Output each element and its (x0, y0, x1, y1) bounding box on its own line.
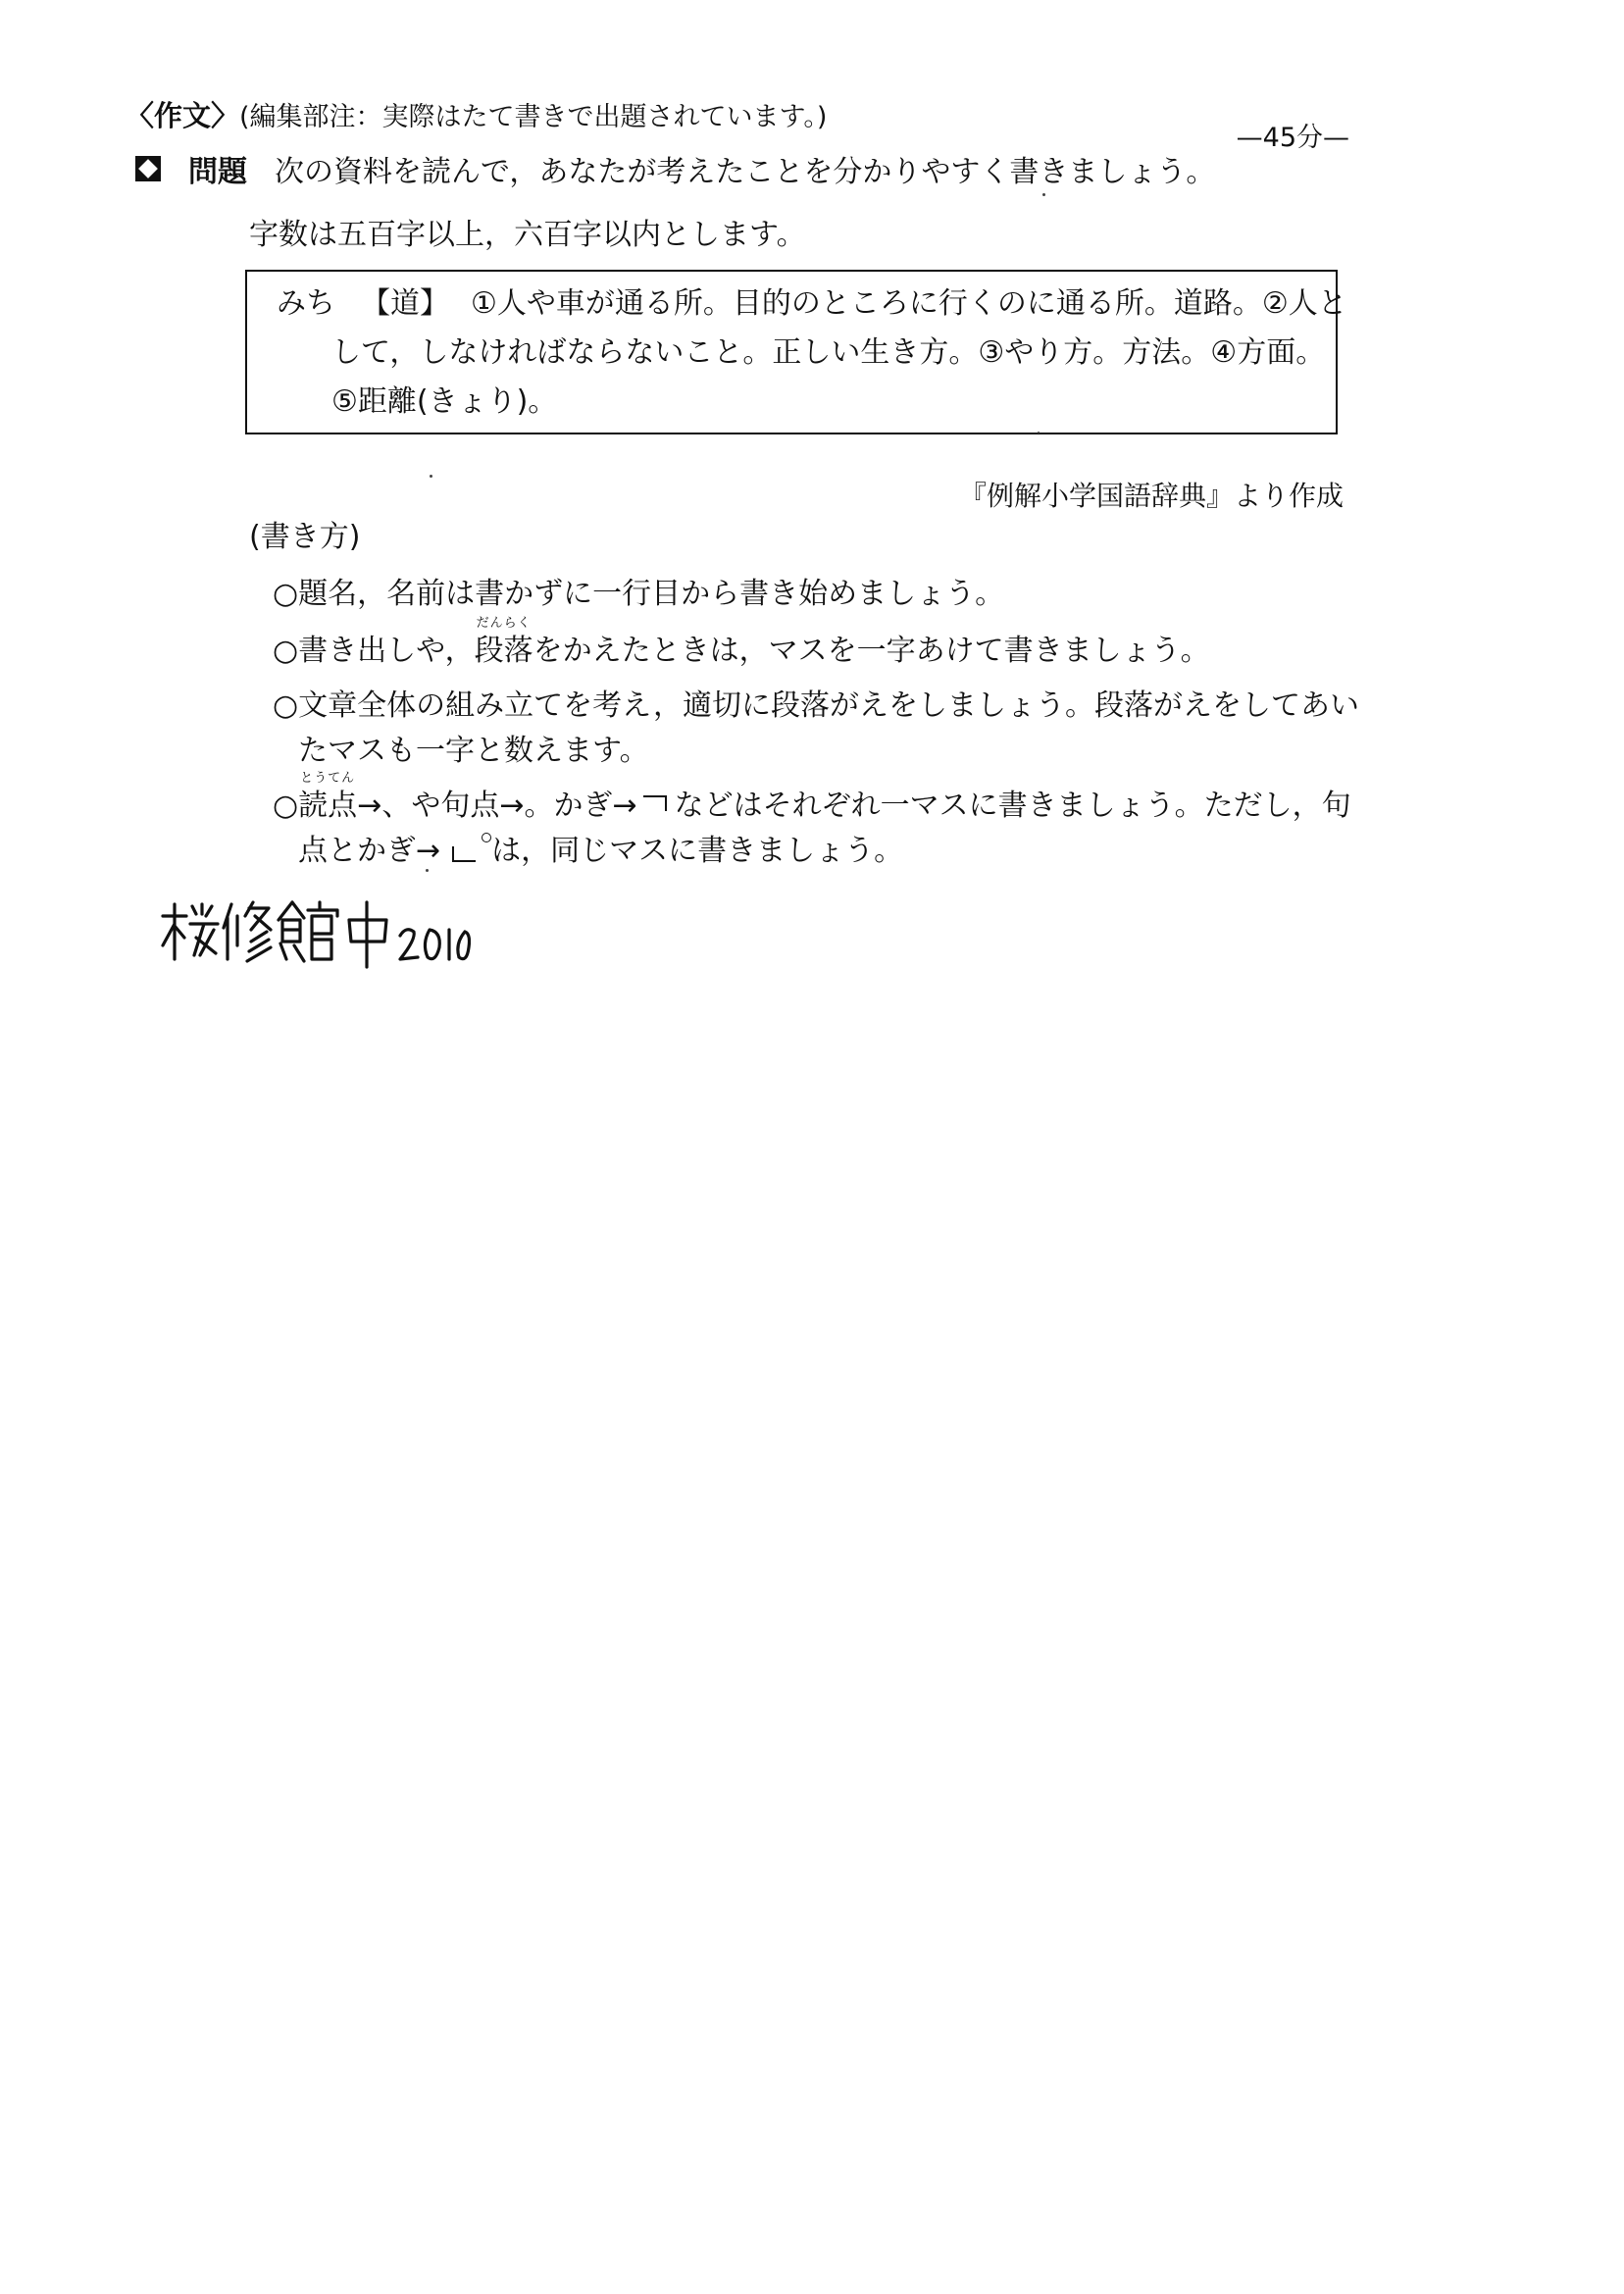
small-period-icon (482, 833, 491, 842)
problem-label: 問題 (188, 155, 247, 189)
dictionary-definition-box (245, 270, 1347, 434)
rule-4-cont-end: は，同じマスに書きましょう。 (491, 834, 904, 868)
handwritten-signature (157, 894, 471, 977)
ruby-danraku (474, 616, 533, 669)
definition-line-1 (277, 280, 1347, 329)
definition-kanji: 【道】 (361, 286, 449, 321)
definition-word: みち (277, 286, 335, 321)
ruby-reading: だんらく (476, 616, 532, 631)
rule-4 (273, 771, 1351, 824)
howto-heading: (書き方) (249, 520, 361, 554)
diamond-box-icon (135, 156, 161, 181)
editor-note: (編集部注：実際はたて書きで出題されています。) (239, 102, 828, 132)
scan-speck (1042, 193, 1045, 196)
rule-1: ○題名，名前は書かずに一行目から書き始めましょう。 (273, 577, 1005, 611)
definition-text-1: ①人や車が通る所。目的のところに行くのに通る所。道路。②人と (471, 286, 1347, 321)
time-limit: —45分— (1236, 123, 1349, 153)
kagi-close-bracket-icon (452, 846, 476, 862)
ruby-touten (298, 771, 358, 824)
rule-4-marks: →、や句点→。かぎ→ (357, 789, 637, 823)
rule-2 (273, 616, 1210, 669)
definition-line-2: して，しなければならないこと。正しい生き方。③やり方。方法。④方面。 (331, 335, 1326, 370)
rule-4-end: などはそれぞれ一マスに書きましょう。ただし，句 (674, 789, 1351, 823)
length-limit: 字数は五百字以上，六百字以内とします。 (249, 218, 806, 252)
rule-2-start: ○書き出しや， (273, 634, 475, 668)
source-citation: 『例解小学国語辞典』より作成 (958, 480, 1344, 512)
kagi-bracket-icon (643, 795, 667, 811)
scan-speck (430, 475, 432, 478)
essay-header (126, 94, 827, 134)
problem-statement (135, 147, 1215, 190)
rule-4-bullet: ○ (273, 789, 299, 823)
rule-3-cont: たマスも一字と数えます。 (298, 734, 649, 768)
signature-drawing (157, 894, 471, 973)
ruby-reading: とうてん (300, 771, 356, 786)
rule-4-cont (298, 826, 903, 869)
rule-3: ○文章全体の組み立てを考え，適切に段落がえをしましょう。段落がえをしてあい (273, 688, 1359, 723)
ruby-base: 段落 (474, 634, 533, 668)
essay-label: 〈作文〉 (126, 99, 240, 132)
scan-speck (1038, 432, 1040, 433)
definition-line-3: ⑤距離(きょり)。 (331, 384, 558, 419)
rule-2-end: をかえたときは，マスを一字あけて書きましょう。 (533, 634, 1210, 668)
scan-speck (426, 869, 429, 872)
problem-instruction: 次の資料を読んで，あなたが考えたことを分かりやすく書きましょう。 (275, 155, 1216, 189)
rule-4-cont-start: 点とかぎ→ (298, 834, 441, 868)
ruby-base: 読点 (298, 789, 358, 823)
